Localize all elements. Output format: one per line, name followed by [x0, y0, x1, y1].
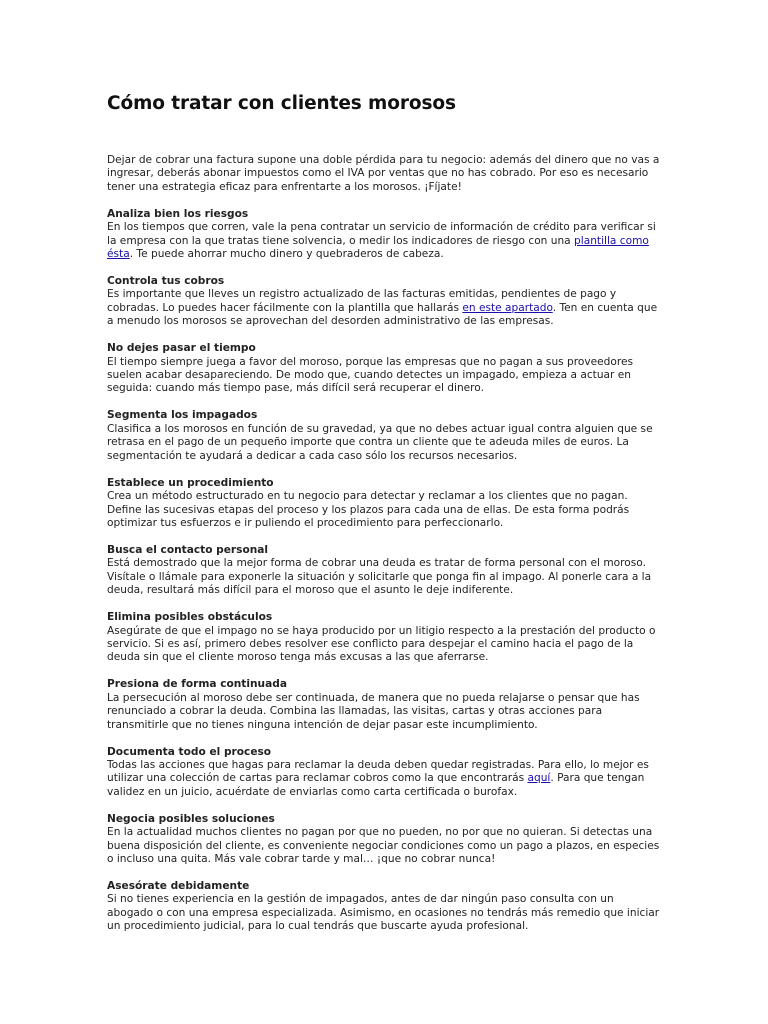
section	[107, 342, 663, 396]
section-text: Asegúrate de que el impago no se haya producido por un litigio respecto a la prestación del producto o servicio. Si es así, primero debes resolver ese conflicto para despejar el camino hacia el pago de la deuda sin que el cliente moroso tenga más excusas a las que aferrarse.	[107, 624, 656, 664]
section-heading: Analiza bien los riesgos	[107, 207, 249, 220]
section	[107, 678, 663, 732]
section-body	[107, 759, 663, 799]
section-body	[107, 221, 663, 261]
section-text: En la actualidad muchos clientes no pagan por que no pueden, no por que no quieran. Si detectas una buena disposición del cliente, es conveniente negociar condiciones como un pago a plazos, en especies o incluso una quita. Más vale cobrar tarde y mal… ¡que no cobrar nunca!	[107, 826, 660, 865]
intro-paragraph: Dejar de cobrar una factura supone una doble pérdida para tu negocio: además del dinero que no vas a ingresar, deberás abonar impuestos como el IVA por ventas que no has cobrado. Por eso es necesario tener una estrategia eficaz para enfrentarte a los morosos. ¡Fíjate!	[107, 154, 660, 193]
section-text: Está demostrado que la mejor forma de cobrar una deuda es tratar de forma personal con el moroso. Visítale o llámale para exponerle la situación y solicitarle que ponga fin al impago. Al ponerle cara a la deuda, resultará más difícil para el moroso que el asunto le deje indiferente.	[107, 557, 652, 597]
section-heading: Busca el contacto personal	[107, 543, 269, 556]
section-heading: Negocia posibles soluciones	[107, 812, 275, 825]
section-heading: Presiona de forma continuada	[107, 678, 287, 691]
section-body	[107, 288, 663, 328]
inline-link[interactable]: en este apartado	[462, 301, 553, 314]
inline-link[interactable]: plantilla como ésta	[107, 234, 649, 261]
section-body	[107, 423, 663, 463]
section	[107, 409, 663, 463]
section-body	[107, 557, 663, 597]
section-body	[107, 692, 663, 732]
section-heading: Elimina posibles obstáculos	[107, 611, 273, 624]
section-text: . Para que tengan validez en un juicio, acuérdate de enviarlas como carta certificada o burofax.	[107, 772, 645, 798]
section	[107, 208, 663, 262]
section	[107, 275, 663, 329]
inline-link[interactable]: aquí	[527, 772, 551, 785]
section-heading: Controla tus cobros	[107, 275, 225, 288]
section-heading: Segmenta los impagados	[107, 409, 258, 422]
section	[107, 880, 663, 934]
section	[107, 746, 663, 800]
section	[107, 544, 663, 598]
section-text: . Te puede ahorrar mucho dinero y quebraderos de cabeza.	[129, 248, 444, 261]
section-body	[107, 356, 663, 396]
section	[107, 611, 663, 665]
section-text: Todas las acciones que hagas para reclamar la deuda deben quedar registradas. Para ello, lo mejor es utilizar una colección de cartas para reclamar cobros como la que encontrarás	[107, 758, 649, 785]
section-heading: No dejes pasar el tiempo	[107, 342, 256, 355]
section-body	[107, 625, 663, 665]
section-body	[107, 893, 663, 933]
section-text: En los tiempos que corren, vale la pena contratar un servicio de información de crédito para verificar si la empresa con la que tratas tiene solvencia, o medir los indicadores de riesgo con una	[107, 221, 656, 247]
section-text: El tiempo siempre juega a favor del moroso, porque las empresas que no pagan a sus proveedores suelen acabar desapareciendo. De modo que, cuando detectes un impagado, empieza a actuar en seguida: cuando más tiempo pase, más difícil será recuperar el dinero.	[107, 355, 634, 395]
section-text: . Ten en cuenta que a menudo los morosos se aprovechan del desorden administrativo de las empresas.	[107, 301, 658, 328]
section-heading: Establece un procedimiento	[107, 476, 274, 489]
section-heading: Asesórate debidamente	[107, 880, 250, 892]
section-heading: Documenta todo el proceso	[107, 745, 272, 758]
section-text: Clasifica a los morosos en función de su gravedad, ya que no debes actuar igual contra alguien que se retrasa en el pago de un pequeño importe que contra un cliente que te adeuda miles de euros. La segmentación te ayudará a dedicar a cada caso sólo los recursos necesarios.	[107, 422, 653, 462]
section	[107, 477, 663, 531]
section	[107, 813, 663, 867]
section-text: Es importante que lleves un registro actualizado de las facturas emitidas, pendientes de pago y cobradas. Lo puedes hacer fácilmente con la plantilla que hallarás	[107, 288, 617, 314]
section-body	[107, 490, 663, 530]
sections-container	[107, 208, 663, 934]
section-text: Crea un método estructurado en tu negocio para detectar y reclamar a los clientes que no pagan. Define las sucesivas etapas del proceso y los plazos para cada una de ellas. De esta forma podrás optimizar tus esfuerzos e ir puliendo el procedimiento para perfeccionarlo.	[107, 490, 630, 529]
section-text: Si no tienes experiencia en la gestión de impagados, antes de dar ningún paso consulta con un abogado o con una empresa especializada. Asimismo, en ocasiones no tendrás más remedio que iniciar un procedimiento judicial, para lo cual tendrás que buscarte ayuda profesional.	[107, 893, 660, 933]
section-text: La persecución al moroso debe ser continuada, de manera que no pueda relajarse o pensar que has renunciado a cobrar la deuda. Combina las llamadas, las visitas, cartas y otras acciones para transmitirle que no tienes ninguna intención de dejar pasar este incumplimiento.	[107, 691, 640, 731]
page-title: Cómo tratar con clientes morosos	[107, 93, 456, 114]
document-page	[107, 92, 663, 934]
section-body	[107, 826, 663, 866]
